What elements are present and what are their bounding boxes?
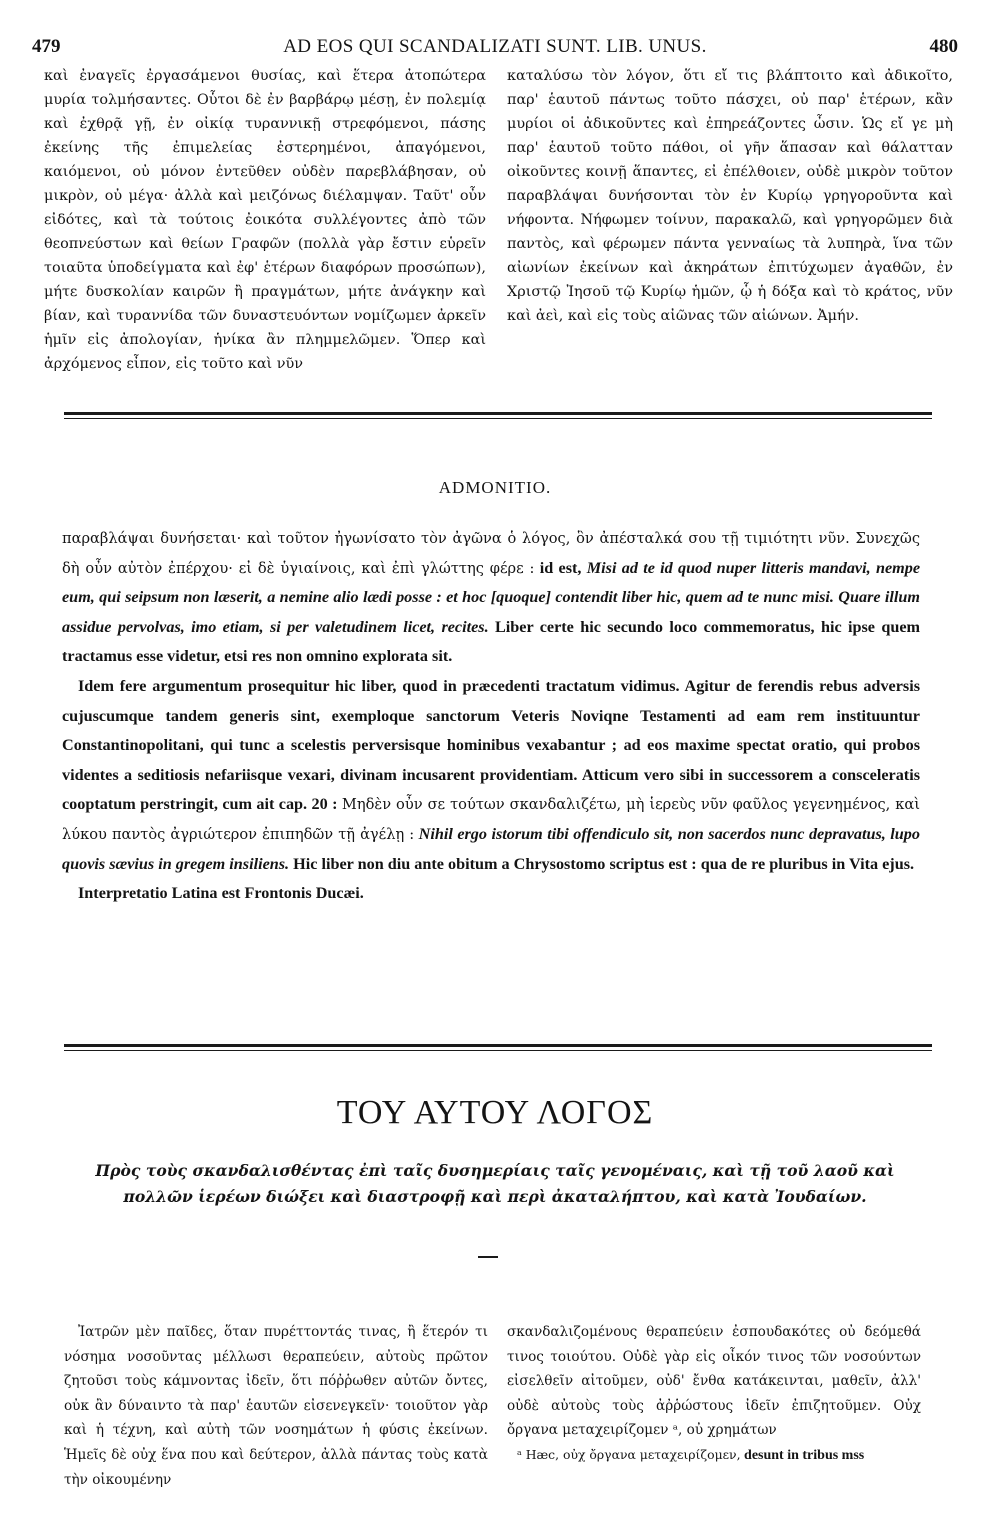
admonitio-body <box>62 524 920 909</box>
section-divider-middle <box>64 1044 932 1047</box>
top-right-column <box>507 64 953 328</box>
footnote <box>507 1443 921 1469</box>
admonitio-p2-latin: Nihil ergo istorum tibi offendiculo sit, non sacerdos nunc depravatus, lupo quovis sævius in gregem insiliens. <box>62 824 920 873</box>
bottom-left-column <box>64 1320 488 1492</box>
admonitio-paragraph-3: Interpretatio Latina est Frontonis Ducæi. <box>78 884 364 903</box>
top-left-column <box>44 64 486 376</box>
admonitio-p2-greek: Μηδὲν οὖν σε τούτων σκανδαλιζέτω, μὴ ἱερεὺς νῦν φαῦλος γεγενημένος, καὶ λύκου παντὸς ἀγριώτερον ἐπιπηδῶν τῇ ἀγέλῃ : <box>62 796 920 843</box>
section-divider-middle-thin <box>64 1050 932 1051</box>
page-number-left: 479 <box>32 36 61 57</box>
oration-title: ΤΟΥ ΑΥΤΟΥ ΛΟΓΟΣ <box>336 1094 654 1131</box>
top-right-text: καταλύσω τὸν λόγον, ὅτι εἴ τις βλάπτοιτο καὶ ἀδικοῖτο, παρ' ἑαυτοῦ πάντως τοῦτο πάσχει, οὐ παρ' ἑτέρων, κἂν μυρίοι οἱ ἀδικοῦντες καὶ ἐπηρεάζοντες ὦσιν. Ὡς εἴ γε μὴ παρ' ἑαυτοῦ τοῦτο πάθοι, οἱ γῆν ἅπασαν καὶ θάλατταν οἰκοῦντες κοινῇ ἅπαντες, εἰ ἐπέλθοιεν, οὐδὲ μικρὸν τοῦτον παραβλάψαι δυνήσονται τὸν ἐν Κυρίῳ γρηγοροῦντα καὶ νήφοντα. Νήφωμεν τοίνυν, παρακαλῶ, καὶ γρηγορῶμεν διὰ παντὸς, καὶ φέρωμεν πάντα γενναίως τὰ λυπηρὰ, ἵνα τῶν αἰωνίων ἐκείνων καὶ ἀκηράτων ἐπιτύχωμεν ἀγαθῶν, ἐν Χριστῷ Ἰησοῦ τῷ Κυρίῳ ἡμῶν, ᾧ ἡ δόξα καὶ τὸ κράτος, νῦν καὶ ἀεὶ, καὶ εἰς τοὺς αἰῶνας τῶν αἰώνων. Ἀμήν. <box>507 68 953 324</box>
admonitio-paragraph-2 <box>62 672 920 879</box>
admonitio-paragraph-1 <box>62 524 920 672</box>
footnote-latin: desunt in tribus mss <box>740 1447 865 1463</box>
footnote-marker: ᵃ <box>517 1446 522 1462</box>
page-header <box>32 36 958 60</box>
oration-subtitle: Πρὸς τοὺς σκανδαλισθέντας ἐπὶ ταῖς δυσημερίαις ταῖς γενομέναις, καὶ τῇ τοῦ λαοῦ καὶ πολλῶν ἱερέων διώξει καὶ διαστροφῇ καὶ περὶ ἀκαταλήπτου, καὶ κατὰ Ἰουδαίων. <box>95 1161 895 1206</box>
admonitio-p2-rest: Hic liber non diu ante obitum a Chrysostomo scriptus est : qua de re pluribus in Vita ejus. <box>289 854 915 873</box>
running-title: AD EOS QUI SCANDALIZATI SUNT. LIB. UNUS. <box>283 36 707 57</box>
admonitio-p1-greek: παραβλάψαι δυνήσεται· καὶ τοῦτον ἠγωνίσατο τὸν ἀγῶνα ὁ λόγος, ὃν ἀπέσταλκά σου τῇ τιμιότητι νῦν. Συνεχῶς δὴ οὖν αὐτὸν ἐπέρχου· εἰ δὲ ὑγιαίνοις, καὶ ἐπὶ γλώττης φέρε : <box>62 530 920 577</box>
short-divider <box>478 1256 498 1258</box>
bottom-left-text: Ἰατρῶν μὲν παῖδες, ὅταν πυρέττοντάς τινας, ἢ ἕτερόν τι νόσημα νοσοῦντας μέλλωσι θεραπεύειν, αὐτοὺς πρῶτον ζητοῦσι τοὺς κάμνοντας ἰδεῖν, ὅτι πόῤῥωθεν αὐτῶν ὄντες, οὐκ ἂν δύναιντο τὰ παρ' ἑαυτῶν εἰσενεγκεῖν· τοιοῦτον γὰρ καὶ ἡ τέχνη, καὶ αὐτὴ τῶν νοσημάτων ἡ φύσις ἐκείνων. Ἡμεῖς δὲ οὐχ ἕνα που καὶ δεύτερον, ἀλλὰ πάντας τοὺς κατὰ τὴν οἰκουμένην <box>64 1324 488 1488</box>
admonitio-p2-a: Idem fere argumentum prosequitur hic liber, quod in præcedenti tractatum vidimus. Agitur de ferendis rebus adversis cujuscumque tandem generis sint, exemploque sanctorum Veteris Noviqne Testamenti ad eam rem instituuntur Constantinopolitani, qui tunc a scelestis perversisque hominibus vexabantur ; ad eos maxime spectat oratio, qui probos videntes a seditiosis nefariisque vexari, divinam incusarent providentiam. Atticum vero sibi in successorem a consceleratis cooptatum perstringit, cum ait cap. 20 : <box>62 676 920 814</box>
bottom-right-column <box>507 1320 921 1469</box>
bottom-right-text: σκανδαλιζομένους θεραπεύειν ἐσπουδακότες οὐ δεόμεθά τινος τοιούτου. Οὐδὲ γὰρ εἰς οἶκόν τινος τῶν νοσούντων εἰσελθεῖν αἰτοῦμεν, οὐδ' ἔνθα κατάκεινται, μαθεῖν, ἀλλ' οὐδὲ αὐτοὺς τοὺς ἀῤῥώστους ἰδεῖν ἐπιζητοῦμεν. Οὐχ ὄργανα μεταχειρίζομεν ᵃ, οὐ χρημάτων <box>507 1324 921 1439</box>
admonitio-p1-idest: id est, <box>534 558 587 577</box>
admonitio-heading: ADMONITIO. <box>438 478 552 497</box>
section-divider-top-thin <box>64 418 932 419</box>
footnote-greek: Hæc, οὐχ ὄργανα μεταχειρίζομεν, <box>521 1446 741 1462</box>
admonitio-p1-rest: Liber certe hic secundo loco commemoratus, hic ipse quem tractamus esse videtur, etsi res non omnino explorata sit. <box>62 617 921 666</box>
section-divider-top <box>64 412 932 415</box>
admonitio-p1-latin: Misi ad te id quod nuper litteris mandavi, nempe eum, qui seipsum non læserit, a nemine alio lædi posse : et hoc [quoque] contendit liber hic, quem ad te nunc misi. Quare illum assidue pervolvas, imo etiam, si per valetudinem licet, recites. <box>62 558 920 636</box>
top-left-text: καὶ ἐναγεῖς ἐργασάμενοι θυσίας, καὶ ἕτερα ἀτοπώτερα μυρία τολμήσαντες. Οὗτοι δὲ ἐν βαρβάρῳ μέσῃ, ἐν πολεμίᾳ καὶ ἐχθρᾷ γῇ, ἐν οἰκίᾳ τυραννικῇ στρεφόμενοι, πάσης ἐκείνης τῆς ἐπιμελείας ἐστερημένοι, ἀπαγόμενοι, καιόμενοι, οὐ μόνον ἐντεῦθεν οὐδὲν παρεβλάβησαν, οὐ μικρὸν, οὐ μέγα· ἀλλὰ καὶ μειζόνως διέλαμψαν. Ταῦτ' οὖν εἰδότες, καὶ τὰ τούτοις ἐοικότα συλλέγοντες ἀπὸ τῶν θεοπνεύστων καὶ θείων Γραφῶν (πολλὰ γὰρ ἔστιν εὑρεῖν τοιαῦτα ὑποδείγματα καὶ ἐφ' ἑτέρων διαφόρων προσώπων), μήτε δυσκολίαν καιρῶν ἢ πραγμάτων, μήτε ἀνάγκην καὶ βίαν, καὶ τυραννίδα τῶν δυναστευόντων νομίζωμεν ἀρκεῖν ἡμῖν εἰς ἀπολογίαν, ἡνίκα ἂν πλημμελῶμεν. Ὅπερ καὶ ἀρχόμενος εἶπον, εἰς τοῦτο καὶ νῦν <box>44 68 486 372</box>
page-number-right: 480 <box>929 36 958 57</box>
